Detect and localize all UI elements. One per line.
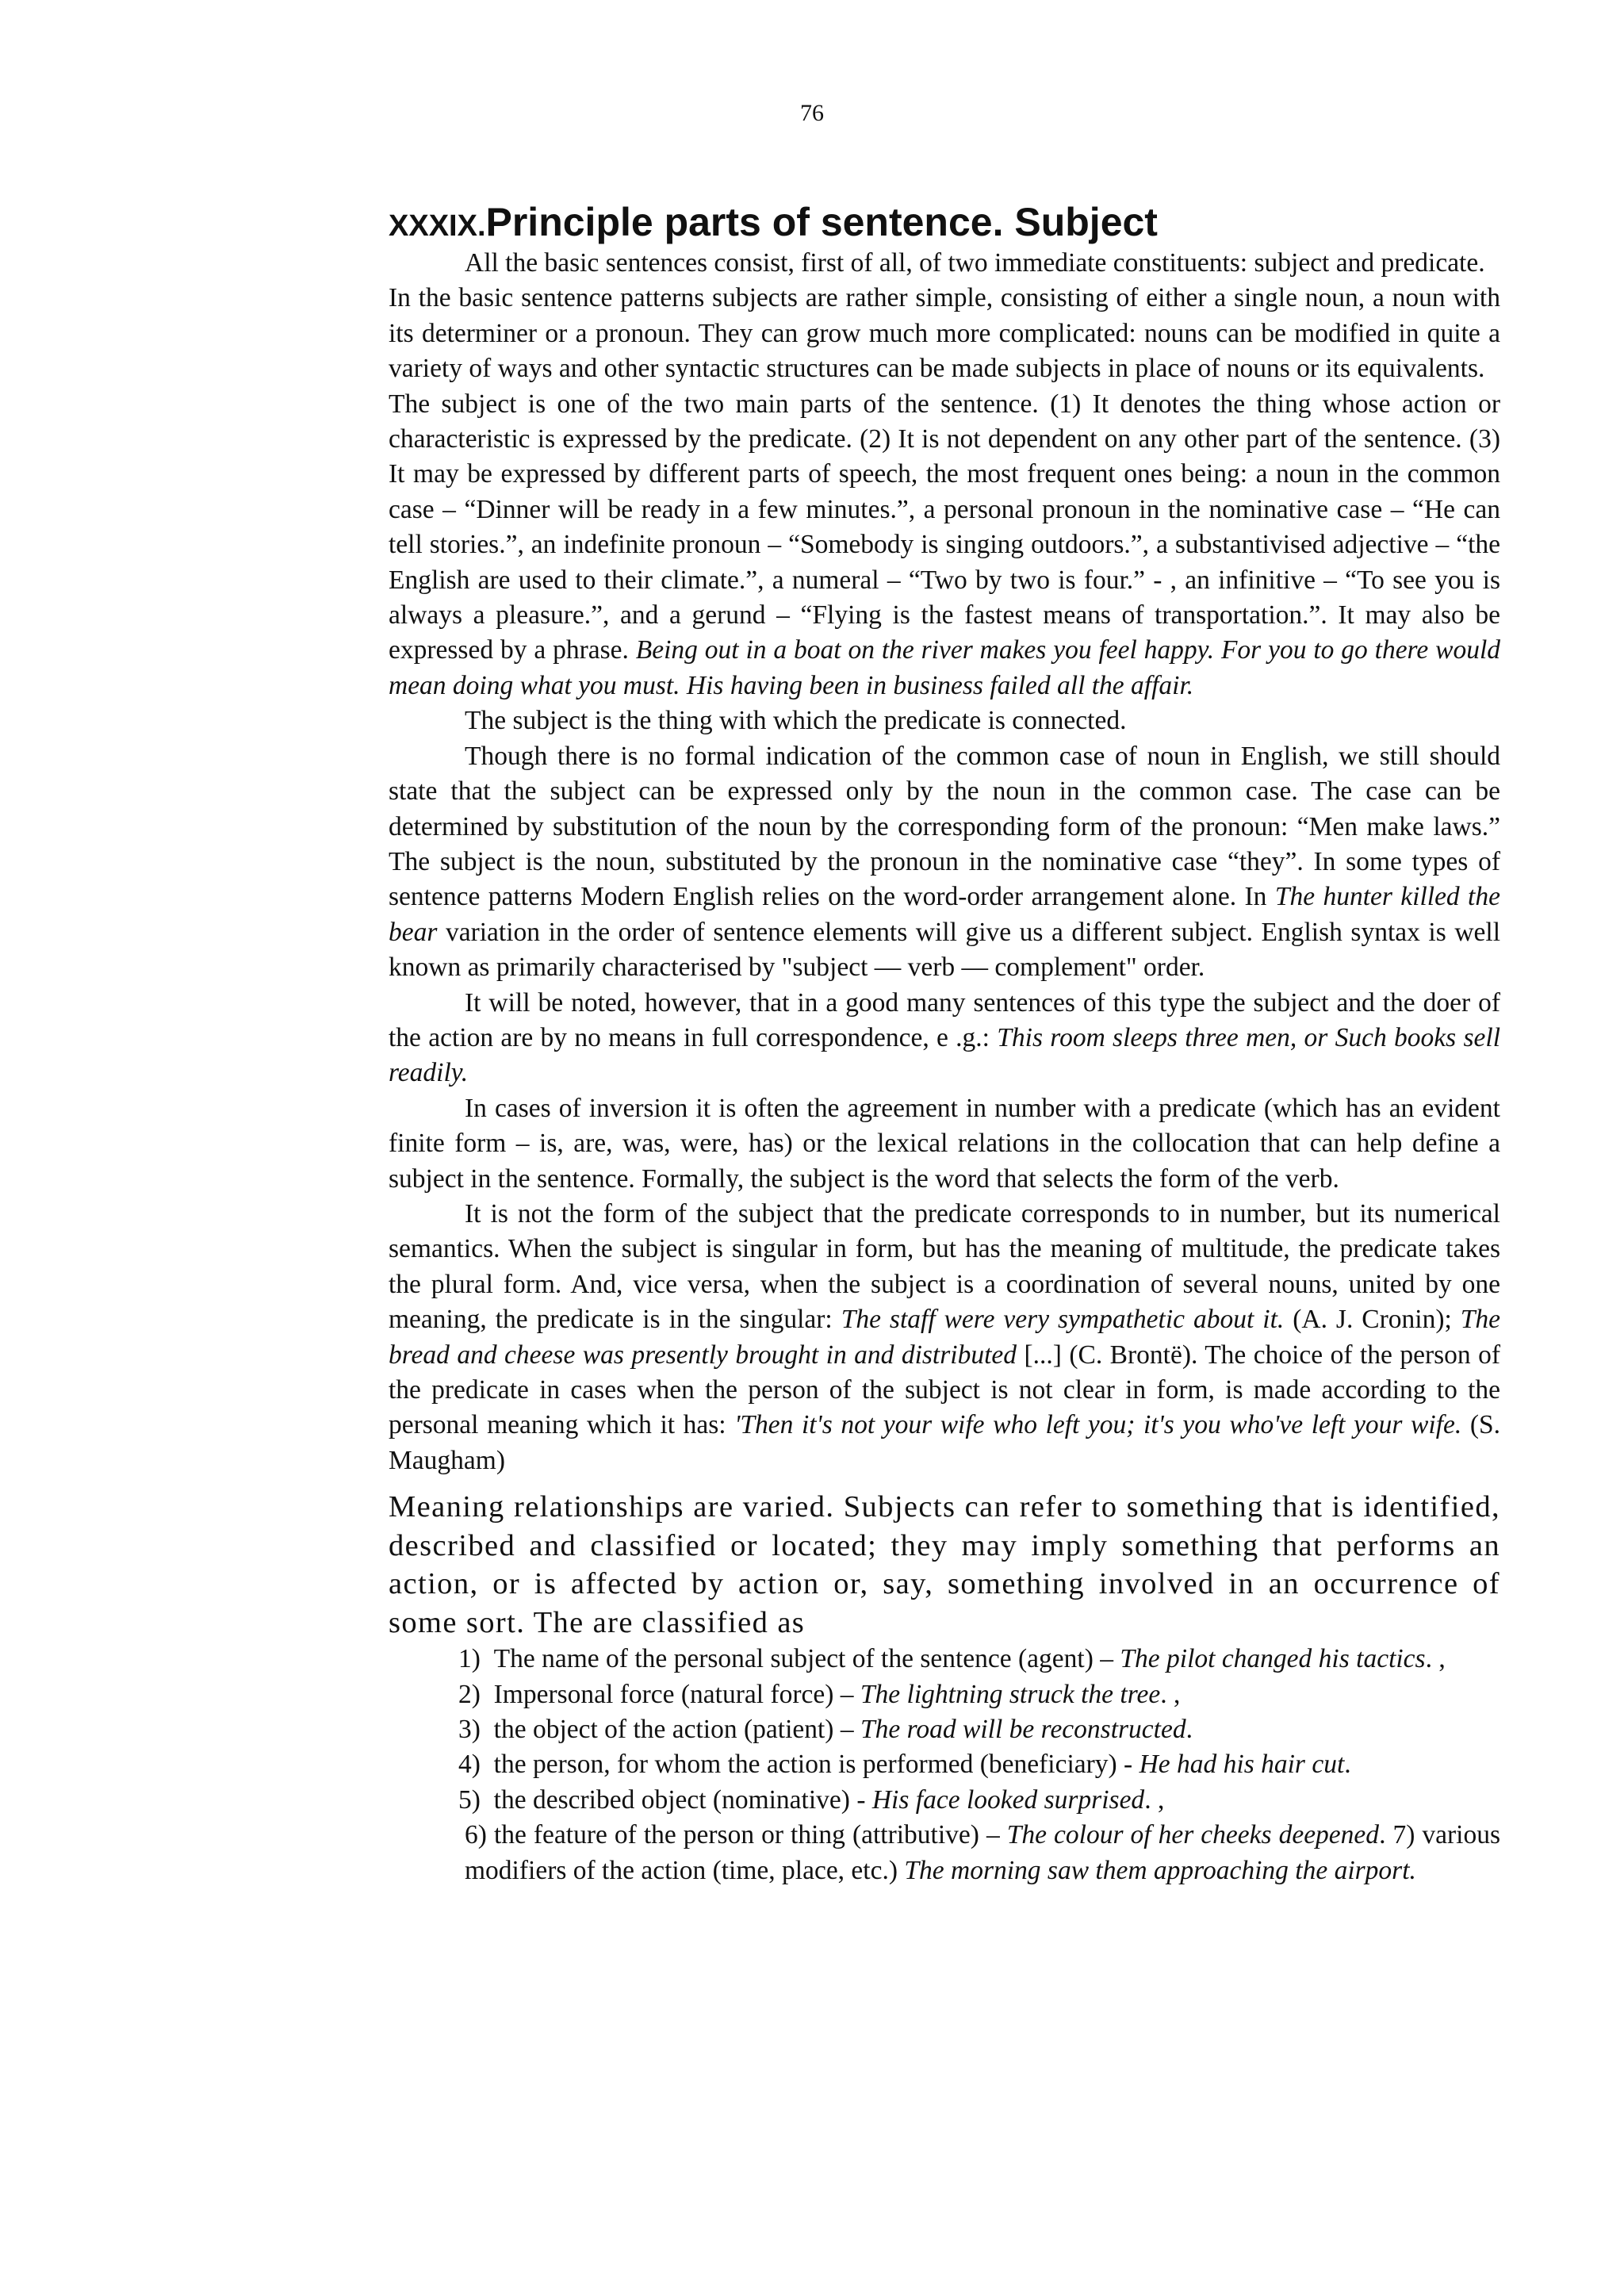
list-item-text: various modifiers of the action (time, place, etc.) xyxy=(465,1820,1501,1885)
paragraph-italic-example: The hunter killed the bear xyxy=(389,882,1500,947)
list-item-combined xyxy=(389,1818,1500,1888)
list-item-text: the described object (nominative) - xyxy=(493,1784,866,1815)
paragraph-text: variation in the order of sentence elements will give us a different subject. English syntax is well known as primarily characterised by "subject — verb — complement" order. xyxy=(389,917,1500,983)
list-item-number: 5) xyxy=(458,1784,481,1815)
list-item-text: the feature of the person or thing (attributive) – xyxy=(493,1820,1000,1850)
paragraph-predicate-connection: The subject is the thing with which the predicate is connected. xyxy=(465,706,1127,736)
list-item xyxy=(389,1783,1500,1818)
paragraph-text: The subject is one of the two main parts of the sentence. (1) It denotes the thing whose action or characteristic is expressed by the predicate. (2) It is not dependent on any other part of the sentence. (3) It may be expressed by different parts of speech, the most frequent ones being: a noun in the common case – “Dinner will be ready in a few minutes.”, a personal pronoun in the nominative case – “He can tell stories.”, an indefinite pronoun – “Somebody is singing outdoors.”, a substantivised adjective – “the English are used to their climate.”, a numeral – “Two by two is four.” - , an infinitive – “To see you is always a pleasure.”, and a gerund – “Flying is the fastest means of transportation.”. It may also be expressed by a phrase. xyxy=(389,389,1500,665)
list-item xyxy=(389,1642,1500,1677)
list-item-text: the person, for whom the action is performed (beneficiary) - xyxy=(493,1750,1133,1780)
list-item-tail: . xyxy=(1185,1715,1193,1745)
list-item xyxy=(389,1712,1500,1747)
list-item-example: The morning saw them approaching the airport. xyxy=(904,1855,1416,1885)
section-heading xyxy=(389,198,1500,246)
paragraph-meaning-relationships: Meaning relationships are varied. Subjects can refer to something that is identified, described and classified or located; they may imply something that performs an action, or is affected by action or, say, something involved in an occurrence of some sort. The are classified as xyxy=(389,1490,1500,1639)
list-item-text: the object of the action (patient) – xyxy=(493,1715,854,1745)
list-item-example: The lightning struck the tree xyxy=(860,1679,1161,1709)
list-item-number: 4) xyxy=(458,1750,481,1780)
paragraph-numerical-semantics xyxy=(389,1197,1500,1478)
paragraph-doer-correspondence xyxy=(389,986,1500,1091)
paragraph-constituents: All the basic sentences consist, first of all, of two immediate constituents: subject and predicate. xyxy=(465,248,1485,278)
list-item-example: His face looked surprised xyxy=(871,1784,1145,1815)
paragraph-text: (A. J. Cronin); xyxy=(1293,1305,1452,1335)
list-item-number: 2) xyxy=(458,1679,481,1709)
paragraph-text: It is not the form of the subject that the predicate corresponds to in number, but its numerical semantics. When the subject is singular in form, but has the meaning of multitude, the predicate takes the plural form. And, vice versa, when the subject is a coordination of several nouns, united by one meaning, the predicate is in the singular: xyxy=(389,1198,1500,1335)
paragraph-italic-example: The staff were very sympathetic about it. xyxy=(841,1305,1285,1335)
list-item xyxy=(389,1677,1500,1712)
paragraph-inversion: In cases of inversion it is often the agreement in number with a predicate (which has an evident finite form – is, are, was, were, has) or the lexical relations in the collocation that can help define a subject in the sentence. Formally, the subject is the word that selects the form of the verb. xyxy=(389,1093,1500,1194)
paragraph-italic-examples: Being out in a boat on the river makes you feel happy. For you to go there would mean doing what you must. His having been in business failed all the affair. xyxy=(389,635,1500,700)
list-item-example: The colour of her cheeks deepened xyxy=(1006,1820,1380,1850)
paragraph-text: [...] (C. Brontë). The choice of the person of the predicate in cases when the person of the subject is not clear in form, is made according to the personal meaning which it has: xyxy=(389,1340,1500,1440)
paragraph-text: It will be noted, however, that in a good many sentences of this type the subject and the doer of the action are by no means in full correspondence, e .g.: xyxy=(389,987,1500,1052)
paragraph-text: Though there is no formal indication of the common case of noun in English, we still should state that the subject can be expressed only by the noun in the common case. The case can be determined by substitution of the noun by the corresponding form of the pronoun: “Men make laws.” The subject is the noun, substituted by the pronoun in the nominative case “they”. In some types of sentence patterns Modern English relies on the word-order arrangement alone. In xyxy=(389,741,1500,912)
list-item-number: 3) xyxy=(458,1715,481,1745)
paragraph-basic-patterns: In the basic sentence patterns subjects are rather simple, consisting of either a single noun, a noun with its determiner or a pronoun. They can grow much more complicated: nouns can be modified in quite a variety of ways and other syntactic structures can be made subjects in place of nouns or its equivalents. xyxy=(389,283,1500,384)
list-item-number: 1) xyxy=(458,1644,481,1674)
paragraph-italic-example: The bread and cheese was presently brought in and distributed xyxy=(389,1305,1501,1370)
list-item-text: The name of the personal subject of the sentence (agent) – xyxy=(493,1644,1114,1674)
paragraph-italic-example: 'Then it's not your wife who left you; it's you who've left your wife. xyxy=(734,1410,1462,1440)
list-item-tail: . , xyxy=(1144,1784,1165,1815)
list-item-tail: . xyxy=(1344,1750,1351,1780)
list-item-example: The road will be reconstructed xyxy=(860,1715,1186,1745)
list-item-text: Impersonal force (natural force) – xyxy=(493,1679,854,1709)
section-number: XXXIX. xyxy=(389,209,486,243)
list-item-number: 6) xyxy=(465,1820,487,1850)
list-item-tail: . , xyxy=(1160,1679,1181,1709)
list-item-number: . 7) xyxy=(1379,1820,1415,1850)
list-item xyxy=(389,1747,1500,1782)
list-item-example: The pilot changed his tactics xyxy=(1120,1644,1426,1674)
paragraph-subject-definition xyxy=(389,387,1500,704)
section-title: Principle parts of sentence. Subject xyxy=(485,200,1158,244)
page-content xyxy=(389,198,1500,1888)
list-item-tail: . , xyxy=(1425,1644,1446,1674)
page-number: 76 xyxy=(800,100,824,126)
paragraph-italic-example: This room sleeps three men, or Such books sell readily. xyxy=(389,1022,1501,1088)
list-item-example: He had his hair cut xyxy=(1139,1750,1345,1780)
paragraph-common-case xyxy=(389,739,1500,986)
paragraph-text: (S. Maugham) xyxy=(389,1410,1501,1475)
